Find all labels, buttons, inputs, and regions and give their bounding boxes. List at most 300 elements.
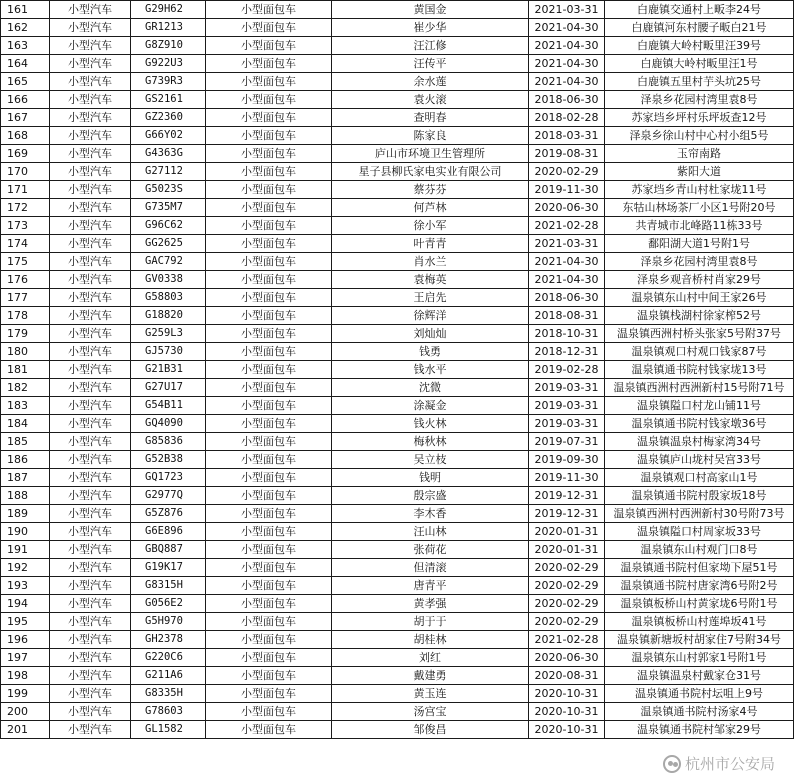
- plate-number-cell: GZ2360: [131, 109, 206, 127]
- date-cell: 2020-10-31: [529, 685, 605, 703]
- row-number-cell: 173: [1, 217, 50, 235]
- owner-name-cell: 张荷花: [332, 541, 529, 559]
- vehicle-class-cell: 小型汽车: [50, 289, 131, 307]
- plate-number-cell: GG2625: [131, 235, 206, 253]
- row-number-cell: 200: [1, 703, 50, 721]
- row-number-cell: 188: [1, 487, 50, 505]
- row-number-cell: 167: [1, 109, 50, 127]
- row-number-cell: 192: [1, 559, 50, 577]
- address-cell: 鄱阳湖大道1号附1号: [605, 235, 794, 253]
- vehicle-model-cell: 小型面包车: [206, 703, 332, 721]
- plate-number-cell: G29H62: [131, 1, 206, 19]
- address-cell: 温泉镇温泉村梅家湾34号: [605, 433, 794, 451]
- vehicle-class-cell: 小型汽车: [50, 361, 131, 379]
- table-row: [1, 469, 794, 487]
- owner-name-cell: 星子县柳氏家电实业有限公司: [332, 163, 529, 181]
- vehicle-class-cell: 小型汽车: [50, 73, 131, 91]
- table-row: [1, 415, 794, 433]
- vehicle-model-cell: 小型面包车: [206, 577, 332, 595]
- vehicle-class-cell: 小型汽车: [50, 163, 131, 181]
- plate-number-cell: G96C62: [131, 217, 206, 235]
- table-row: [1, 253, 794, 271]
- date-cell: 2019-11-30: [529, 181, 605, 199]
- vehicle-class-cell: 小型汽车: [50, 109, 131, 127]
- row-number-cell: 168: [1, 127, 50, 145]
- address-cell: 东牯山林场茶厂小区1号附20号: [605, 199, 794, 217]
- watermark: [663, 753, 775, 774]
- date-cell: 2018-12-31: [529, 343, 605, 361]
- date-cell: 2021-03-31: [529, 235, 605, 253]
- vehicle-model-cell: 小型面包车: [206, 451, 332, 469]
- address-cell: 温泉镇隘口村龙山铺11号: [605, 397, 794, 415]
- table-row: [1, 379, 794, 397]
- vehicle-model-cell: 小型面包车: [206, 271, 332, 289]
- vehicle-model-cell: 小型面包车: [206, 37, 332, 55]
- vehicle-model-cell: 小型面包车: [206, 505, 332, 523]
- vehicle-class-cell: 小型汽车: [50, 253, 131, 271]
- table-row: [1, 541, 794, 559]
- vehicle-class-cell: 小型汽车: [50, 397, 131, 415]
- plate-number-cell: GL1582: [131, 721, 206, 739]
- address-cell: 温泉镇通书院村但家坳下屋51号: [605, 559, 794, 577]
- plate-number-cell: GAC792: [131, 253, 206, 271]
- table-row: [1, 199, 794, 217]
- owner-name-cell: 陈家良: [332, 127, 529, 145]
- row-number-cell: 170: [1, 163, 50, 181]
- vehicle-class-cell: 小型汽车: [50, 613, 131, 631]
- vehicle-class-cell: 小型汽车: [50, 433, 131, 451]
- vehicle-class-cell: 小型汽车: [50, 505, 131, 523]
- address-cell: 温泉镇隘口村周家坂33号: [605, 523, 794, 541]
- address-cell: 温泉镇通书院村殷家坂18号: [605, 487, 794, 505]
- row-number-cell: 176: [1, 271, 50, 289]
- table-row: [1, 649, 794, 667]
- owner-name-cell: 徐辉洋: [332, 307, 529, 325]
- vehicle-class-cell: 小型汽车: [50, 595, 131, 613]
- address-cell: 白鹿镇大岭村畈里汪39号: [605, 37, 794, 55]
- address-cell: 温泉镇观口村高家山1号: [605, 469, 794, 487]
- date-cell: 2019-03-31: [529, 379, 605, 397]
- owner-name-cell: 吴立枝: [332, 451, 529, 469]
- plate-number-cell: G5H970: [131, 613, 206, 631]
- address-cell: 温泉镇新塘坂村胡家住7号附34号: [605, 631, 794, 649]
- owner-name-cell: 戴建勇: [332, 667, 529, 685]
- vehicle-model-cell: 小型面包车: [206, 109, 332, 127]
- date-cell: 2020-06-30: [529, 199, 605, 217]
- plate-number-cell: G5Z876: [131, 505, 206, 523]
- vehicle-class-cell: 小型汽车: [50, 181, 131, 199]
- table-row: [1, 271, 794, 289]
- address-cell: 泽泉乡花园村湾里袁8号: [605, 91, 794, 109]
- plate-number-cell: G2977Q: [131, 487, 206, 505]
- owner-name-cell: 庐山市环境卫生管理所: [332, 145, 529, 163]
- date-cell: 2020-01-31: [529, 541, 605, 559]
- row-number-cell: 161: [1, 1, 50, 19]
- row-number-cell: 164: [1, 55, 50, 73]
- address-cell: 温泉镇通书院村坛咀上9号: [605, 685, 794, 703]
- date-cell: 2020-01-31: [529, 523, 605, 541]
- owner-name-cell: 黄国金: [332, 1, 529, 19]
- table-row: [1, 109, 794, 127]
- plate-number-cell: G8315H: [131, 577, 206, 595]
- table-row: [1, 163, 794, 181]
- address-cell: 温泉镇栈湖村徐家榨52号: [605, 307, 794, 325]
- date-cell: 2018-03-31: [529, 127, 605, 145]
- vehicle-model-cell: 小型面包车: [206, 181, 332, 199]
- vehicle-class-cell: 小型汽车: [50, 451, 131, 469]
- address-cell: 泽泉乡观音桥村肖家29号: [605, 271, 794, 289]
- row-number-cell: 177: [1, 289, 50, 307]
- vehicle-class-cell: 小型汽车: [50, 685, 131, 703]
- row-number-cell: 197: [1, 649, 50, 667]
- owner-name-cell: 黄孝强: [332, 595, 529, 613]
- address-cell: 温泉镇庐山垅村吴宫33号: [605, 451, 794, 469]
- row-number-cell: 162: [1, 19, 50, 37]
- row-number-cell: 174: [1, 235, 50, 253]
- table-row: [1, 127, 794, 145]
- plate-number-cell: G056E2: [131, 595, 206, 613]
- table-row: [1, 37, 794, 55]
- vehicle-model-cell: 小型面包车: [206, 631, 332, 649]
- date-cell: 2018-08-31: [529, 307, 605, 325]
- row-number-cell: 169: [1, 145, 50, 163]
- table-row: [1, 721, 794, 739]
- vehicle-class-cell: 小型汽车: [50, 667, 131, 685]
- vehicle-model-cell: 小型面包车: [206, 649, 332, 667]
- row-number-cell: 163: [1, 37, 50, 55]
- plate-number-cell: G52B38: [131, 451, 206, 469]
- plate-number-cell: G18820: [131, 307, 206, 325]
- date-cell: 2021-04-30: [529, 73, 605, 91]
- row-number-cell: 191: [1, 541, 50, 559]
- table-row: [1, 217, 794, 235]
- date-cell: 2020-02-29: [529, 577, 605, 595]
- vehicle-model-cell: 小型面包车: [206, 163, 332, 181]
- table-row: [1, 559, 794, 577]
- vehicle-class-cell: 小型汽车: [50, 523, 131, 541]
- date-cell: 2020-08-31: [529, 667, 605, 685]
- plate-number-cell: G78603: [131, 703, 206, 721]
- date-cell: 2021-04-30: [529, 253, 605, 271]
- table-row: [1, 505, 794, 523]
- date-cell: 2018-10-31: [529, 325, 605, 343]
- plate-number-cell: G4363G: [131, 145, 206, 163]
- date-cell: 2019-02-28: [529, 361, 605, 379]
- plate-number-cell: G922U3: [131, 55, 206, 73]
- vehicle-class-cell: 小型汽车: [50, 559, 131, 577]
- address-cell: 温泉镇观口村观口钱家87号: [605, 343, 794, 361]
- vehicle-model-cell: 小型面包车: [206, 325, 332, 343]
- vehicle-class-cell: 小型汽车: [50, 721, 131, 739]
- vehicle-model-cell: 小型面包车: [206, 343, 332, 361]
- plate-number-cell: G220C6: [131, 649, 206, 667]
- vehicle-class-cell: 小型汽车: [50, 217, 131, 235]
- address-cell: 温泉镇通书院村唐家湾6号附2号: [605, 577, 794, 595]
- address-cell: 温泉镇西洲村西洲新村30号附73号: [605, 505, 794, 523]
- plate-number-cell: GBQ887: [131, 541, 206, 559]
- table-row: [1, 55, 794, 73]
- plate-number-cell: GQ4090: [131, 415, 206, 433]
- vehicle-class-cell: 小型汽车: [50, 127, 131, 145]
- plate-number-cell: GH2378: [131, 631, 206, 649]
- date-cell: 2020-02-29: [529, 613, 605, 631]
- table-row: [1, 451, 794, 469]
- plate-number-cell: G85836: [131, 433, 206, 451]
- owner-name-cell: 梅秋林: [332, 433, 529, 451]
- address-cell: 温泉镇温泉村戴家仓31号: [605, 667, 794, 685]
- table-body: [1, 1, 794, 739]
- table-row: [1, 289, 794, 307]
- date-cell: 2021-03-31: [529, 1, 605, 19]
- row-number-cell: 194: [1, 595, 50, 613]
- plate-number-cell: G27U17: [131, 379, 206, 397]
- row-number-cell: 182: [1, 379, 50, 397]
- plate-number-cell: G58803: [131, 289, 206, 307]
- owner-name-cell: 汪传平: [332, 55, 529, 73]
- row-number-cell: 172: [1, 199, 50, 217]
- row-number-cell: 201: [1, 721, 50, 739]
- date-cell: 2018-06-30: [529, 289, 605, 307]
- date-cell: 2018-02-28: [529, 109, 605, 127]
- plate-number-cell: G259L3: [131, 325, 206, 343]
- plate-number-cell: G739R3: [131, 73, 206, 91]
- date-cell: 2020-06-30: [529, 649, 605, 667]
- date-cell: 2019-12-31: [529, 487, 605, 505]
- date-cell: 2019-09-30: [529, 451, 605, 469]
- row-number-cell: 199: [1, 685, 50, 703]
- vehicle-model-cell: 小型面包车: [206, 685, 332, 703]
- owner-name-cell: 涂凝金: [332, 397, 529, 415]
- owner-name-cell: 肖水兰: [332, 253, 529, 271]
- owner-name-cell: 唐青平: [332, 577, 529, 595]
- plate-number-cell: GJ5730: [131, 343, 206, 361]
- plate-number-cell: G8Z910: [131, 37, 206, 55]
- vehicle-model-cell: 小型面包车: [206, 289, 332, 307]
- owner-name-cell: 汤宫宝: [332, 703, 529, 721]
- vehicle-class-cell: 小型汽车: [50, 55, 131, 73]
- owner-name-cell: 查明春: [332, 109, 529, 127]
- vehicle-class-cell: 小型汽车: [50, 235, 131, 253]
- owner-name-cell: 何芦林: [332, 199, 529, 217]
- vehicle-model-cell: 小型面包车: [206, 487, 332, 505]
- vehicle-class-cell: 小型汽车: [50, 271, 131, 289]
- address-cell: 玉帘南路: [605, 145, 794, 163]
- vehicle-class-cell: 小型汽车: [50, 307, 131, 325]
- vehicle-class-cell: 小型汽车: [50, 469, 131, 487]
- owner-name-cell: 沈微: [332, 379, 529, 397]
- row-number-cell: 181: [1, 361, 50, 379]
- row-number-cell: 190: [1, 523, 50, 541]
- owner-name-cell: 袁梅英: [332, 271, 529, 289]
- vehicle-model-cell: 小型面包车: [206, 433, 332, 451]
- vehicle-model-cell: 小型面包车: [206, 253, 332, 271]
- date-cell: 2020-02-29: [529, 559, 605, 577]
- vehicle-class-cell: 小型汽车: [50, 1, 131, 19]
- date-cell: 2021-04-30: [529, 37, 605, 55]
- table-row: [1, 667, 794, 685]
- date-cell: 2019-03-31: [529, 397, 605, 415]
- owner-name-cell: 胡桂林: [332, 631, 529, 649]
- table-row: [1, 181, 794, 199]
- address-cell: 紫阳大道: [605, 163, 794, 181]
- address-cell: 温泉镇通书院村邹家29号: [605, 721, 794, 739]
- watermark-text: 杭州市公安局: [684, 755, 775, 773]
- date-cell: 2021-04-30: [529, 271, 605, 289]
- vehicle-model-cell: 小型面包车: [206, 1, 332, 19]
- table-row: [1, 91, 794, 109]
- vehicle-class-cell: 小型汽车: [50, 19, 131, 37]
- row-number-cell: 189: [1, 505, 50, 523]
- owner-name-cell: 王启先: [332, 289, 529, 307]
- date-cell: 2019-07-31: [529, 433, 605, 451]
- vehicle-model-cell: 小型面包车: [206, 199, 332, 217]
- owner-name-cell: 刘灿灿: [332, 325, 529, 343]
- plate-number-cell: G66Y02: [131, 127, 206, 145]
- plate-number-cell: G19K17: [131, 559, 206, 577]
- table-row: [1, 325, 794, 343]
- table-row: [1, 343, 794, 361]
- owner-name-cell: 崔少华: [332, 19, 529, 37]
- plate-number-cell: GR1213: [131, 19, 206, 37]
- address-cell: 温泉镇西洲村西洲新村15号附71号: [605, 379, 794, 397]
- date-cell: 2021-02-28: [529, 217, 605, 235]
- address-cell: 白鹿镇五里村芋头坑25号: [605, 73, 794, 91]
- vehicle-model-cell: 小型面包车: [206, 613, 332, 631]
- address-cell: 温泉镇东山村郭家1号附1号: [605, 649, 794, 667]
- row-number-cell: 196: [1, 631, 50, 649]
- vehicle-class-cell: 小型汽车: [50, 703, 131, 721]
- date-cell: 2021-04-30: [529, 19, 605, 37]
- owner-name-cell: 但清滚: [332, 559, 529, 577]
- row-number-cell: 198: [1, 667, 50, 685]
- plate-number-cell: GS2161: [131, 91, 206, 109]
- vehicle-model-cell: 小型面包车: [206, 541, 332, 559]
- table-row: [1, 145, 794, 163]
- owner-name-cell: 汪山林: [332, 523, 529, 541]
- table-row: [1, 595, 794, 613]
- vehicle-class-cell: 小型汽车: [50, 145, 131, 163]
- table-row: [1, 703, 794, 721]
- date-cell: 2021-02-28: [529, 631, 605, 649]
- row-number-cell: 165: [1, 73, 50, 91]
- vehicle-model-cell: 小型面包车: [206, 307, 332, 325]
- date-cell: 2018-06-30: [529, 91, 605, 109]
- plate-number-cell: G21B31: [131, 361, 206, 379]
- vehicle-class-cell: 小型汽车: [50, 631, 131, 649]
- vehicle-class-cell: 小型汽车: [50, 325, 131, 343]
- date-cell: 2020-02-29: [529, 595, 605, 613]
- owner-name-cell: 叶青青: [332, 235, 529, 253]
- address-cell: 白鹿镇河东村腰子畈白21号: [605, 19, 794, 37]
- address-cell: 温泉镇通书院村钱家垅13号: [605, 361, 794, 379]
- owner-name-cell: 殷宗盛: [332, 487, 529, 505]
- table-row: [1, 577, 794, 595]
- vehicle-model-cell: 小型面包车: [206, 595, 332, 613]
- address-cell: 温泉镇通书院村汤家4号: [605, 703, 794, 721]
- owner-name-cell: 李木香: [332, 505, 529, 523]
- vehicle-model-cell: 小型面包车: [206, 559, 332, 577]
- owner-name-cell: 钱火林: [332, 415, 529, 433]
- date-cell: 2019-11-30: [529, 469, 605, 487]
- date-cell: 2020-10-31: [529, 721, 605, 739]
- row-number-cell: 166: [1, 91, 50, 109]
- row-number-cell: 187: [1, 469, 50, 487]
- plate-number-cell: G6E896: [131, 523, 206, 541]
- row-number-cell: 185: [1, 433, 50, 451]
- vehicle-class-cell: 小型汽车: [50, 649, 131, 667]
- owner-name-cell: 胡于于: [332, 613, 529, 631]
- row-number-cell: 180: [1, 343, 50, 361]
- vehicle-model-cell: 小型面包车: [206, 361, 332, 379]
- date-cell: 2019-08-31: [529, 145, 605, 163]
- table-row: [1, 235, 794, 253]
- address-cell: 泽泉乡花园村湾里袁8号: [605, 253, 794, 271]
- table-row: [1, 307, 794, 325]
- table-row: [1, 397, 794, 415]
- date-cell: 2020-10-31: [529, 703, 605, 721]
- row-number-cell: 184: [1, 415, 50, 433]
- plate-number-cell: G8335H: [131, 685, 206, 703]
- date-cell: 2019-12-31: [529, 505, 605, 523]
- table-row: [1, 1, 794, 19]
- owner-name-cell: 余水莲: [332, 73, 529, 91]
- row-number-cell: 179: [1, 325, 50, 343]
- vehicle-class-cell: 小型汽车: [50, 541, 131, 559]
- address-cell: 温泉镇西洲村桥头张家5号附37号: [605, 325, 794, 343]
- date-cell: 2019-03-31: [529, 415, 605, 433]
- table-row: [1, 19, 794, 37]
- owner-name-cell: 徐小军: [332, 217, 529, 235]
- table-row: [1, 523, 794, 541]
- row-number-cell: 183: [1, 397, 50, 415]
- address-cell: 共青城市北峰路11栋33号: [605, 217, 794, 235]
- vehicle-model-cell: 小型面包车: [206, 415, 332, 433]
- address-cell: 温泉镇板桥山村莲埠坂41号: [605, 613, 794, 631]
- plate-number-cell: G54B11: [131, 397, 206, 415]
- row-number-cell: 186: [1, 451, 50, 469]
- vehicle-model-cell: 小型面包车: [206, 721, 332, 739]
- plate-number-cell: G27112: [131, 163, 206, 181]
- address-cell: 温泉镇东山村中间王家26号: [605, 289, 794, 307]
- row-number-cell: 175: [1, 253, 50, 271]
- owner-name-cell: 钱明: [332, 469, 529, 487]
- plate-number-cell: G5023S: [131, 181, 206, 199]
- vehicle-model-cell: 小型面包车: [206, 145, 332, 163]
- table-row: [1, 487, 794, 505]
- vehicle-class-cell: 小型汽车: [50, 343, 131, 361]
- vehicle-model-cell: 小型面包车: [206, 397, 332, 415]
- plate-number-cell: GV0338: [131, 271, 206, 289]
- vehicle-class-cell: 小型汽车: [50, 577, 131, 595]
- vehicle-class-cell: 小型汽车: [50, 415, 131, 433]
- row-number-cell: 171: [1, 181, 50, 199]
- vehicle-class-cell: 小型汽车: [50, 487, 131, 505]
- date-cell: 2021-04-30: [529, 55, 605, 73]
- vehicle-model-cell: 小型面包车: [206, 235, 332, 253]
- address-cell: 白鹿镇交通村上畈李24号: [605, 1, 794, 19]
- plate-number-cell: G211A6: [131, 667, 206, 685]
- owner-name-cell: 钱勇: [332, 343, 529, 361]
- wechat-icon: [663, 755, 681, 773]
- date-cell: 2020-02-29: [529, 163, 605, 181]
- owner-name-cell: 蔡芬芬: [332, 181, 529, 199]
- vehicle-class-cell: 小型汽车: [50, 91, 131, 109]
- vehicle-class-cell: 小型汽车: [50, 37, 131, 55]
- owner-name-cell: 汪江修: [332, 37, 529, 55]
- vehicle-model-cell: 小型面包车: [206, 19, 332, 37]
- plate-number-cell: G735M7: [131, 199, 206, 217]
- vehicle-model-cell: 小型面包车: [206, 379, 332, 397]
